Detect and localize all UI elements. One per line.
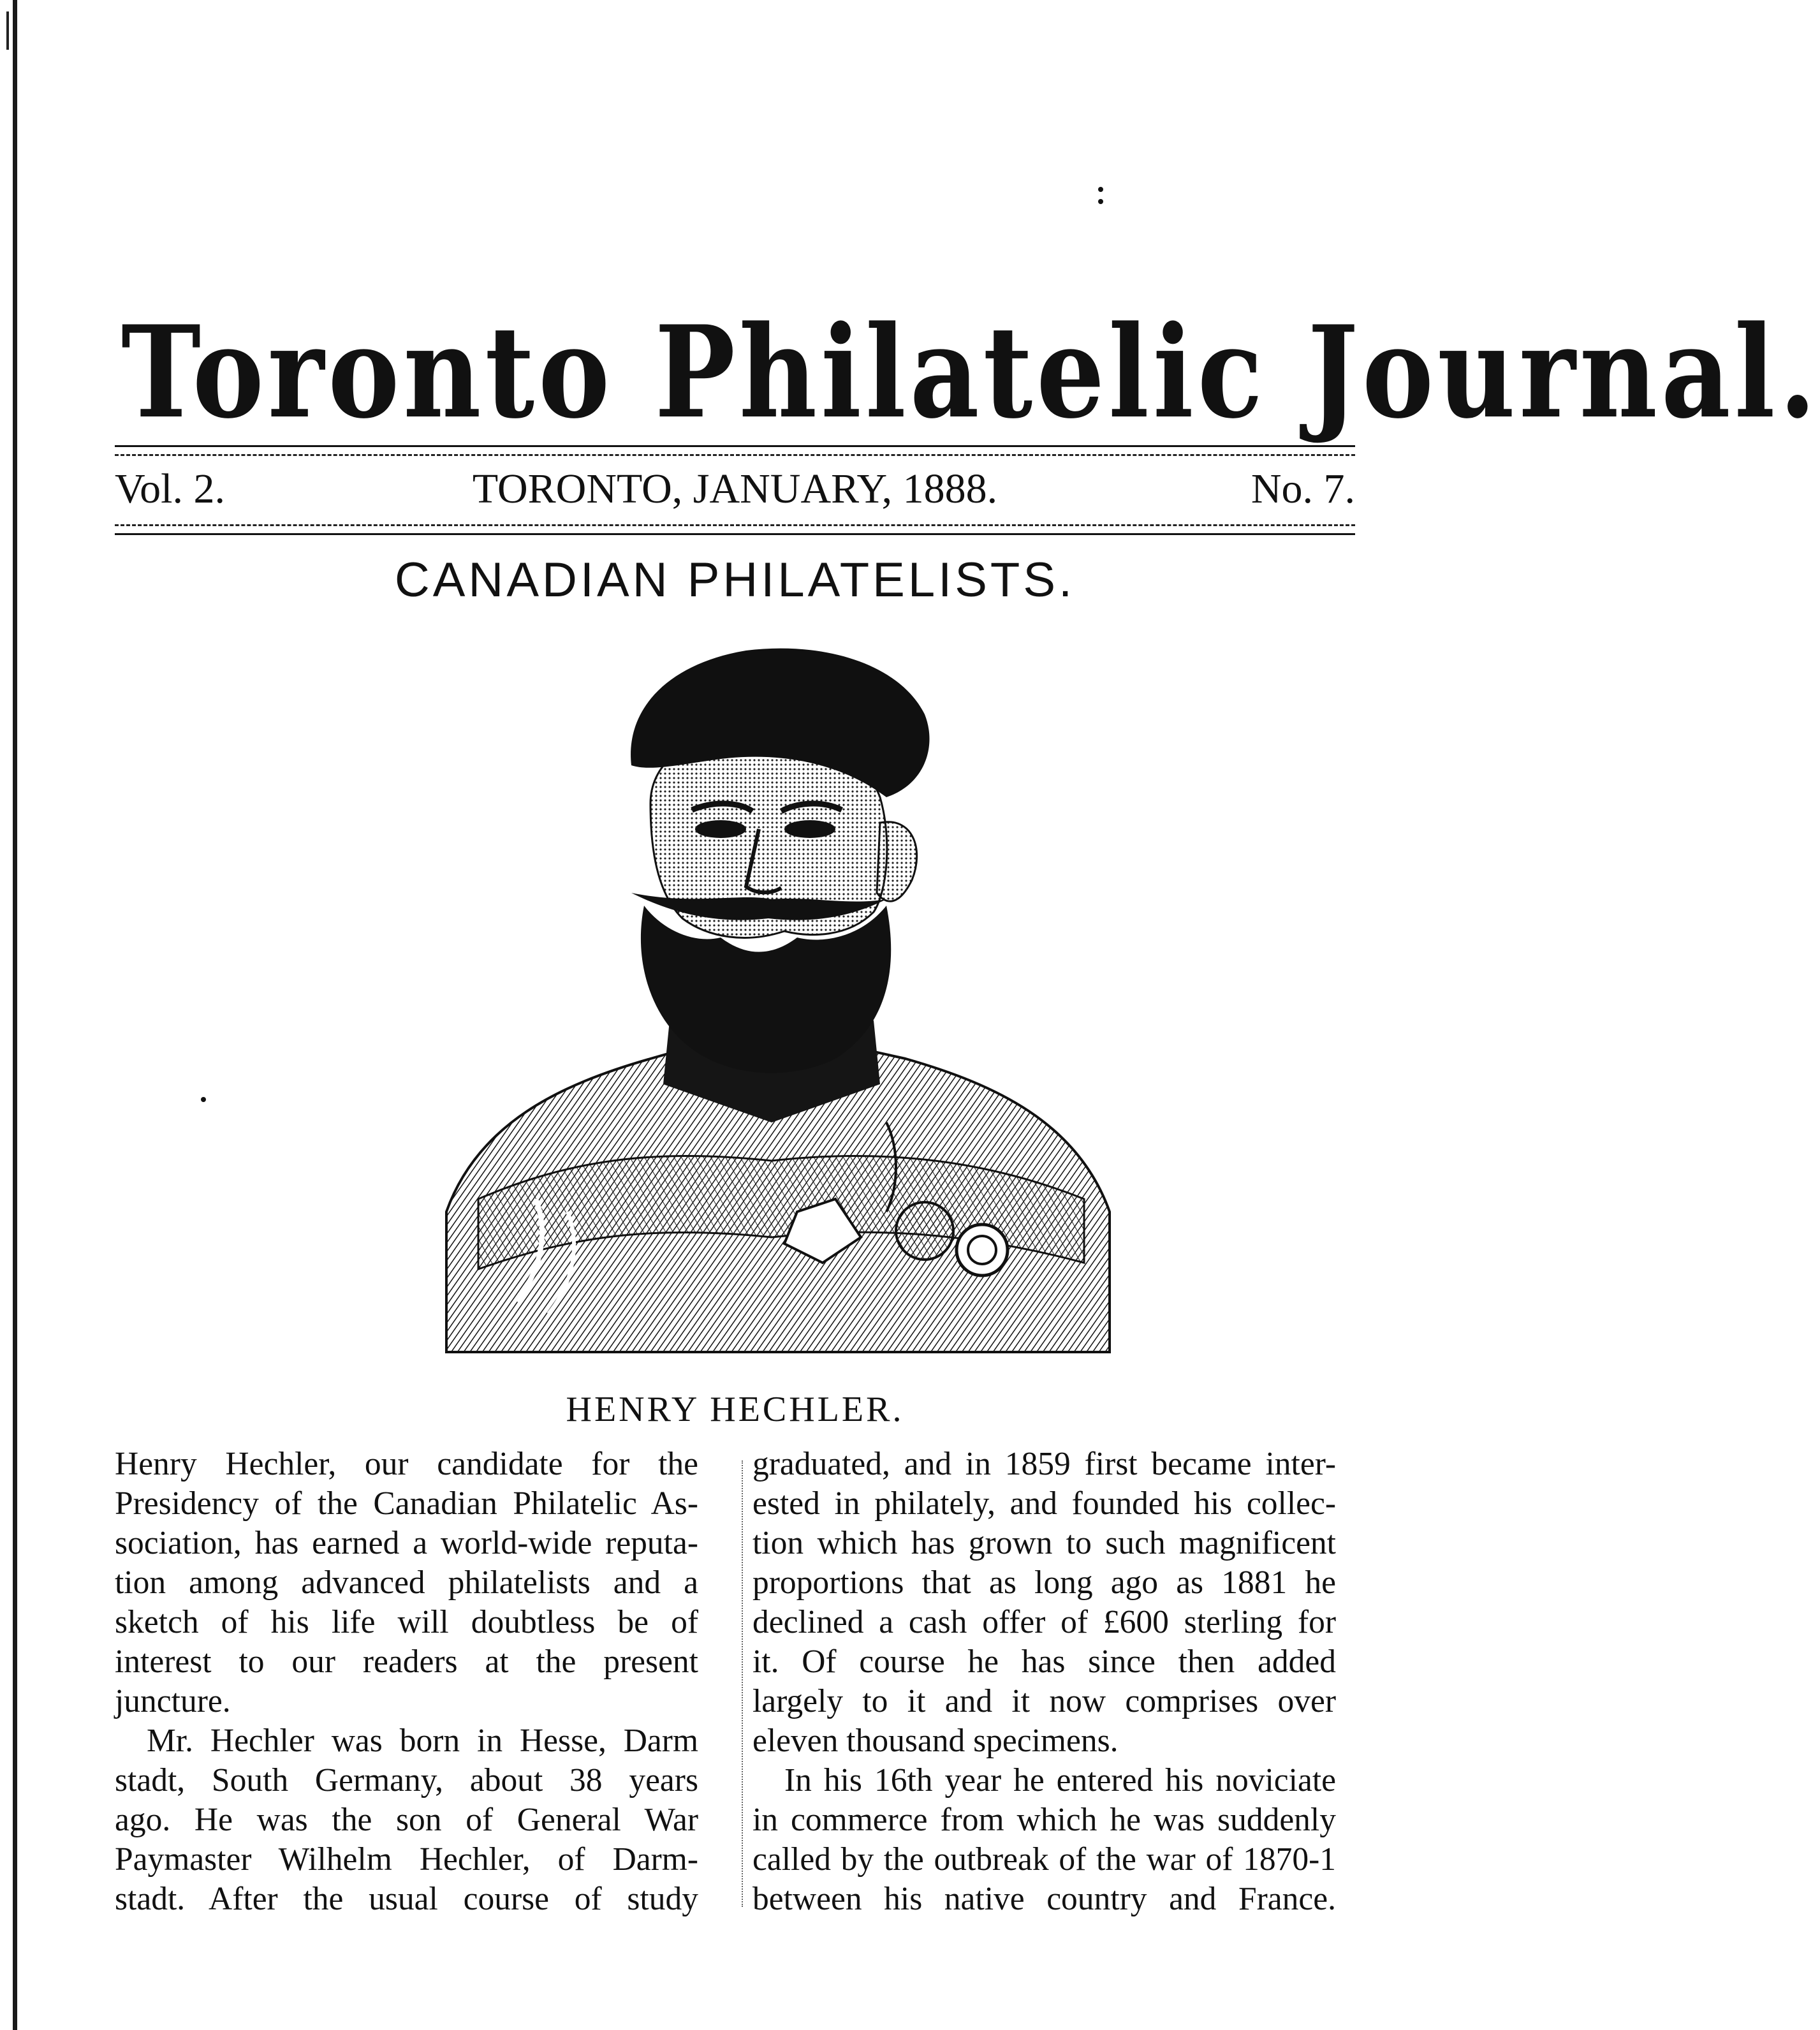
text-line: graduated, and in 1859 first became inter- [752, 1446, 1336, 1482]
text-line: ago. He was the son of General War [115, 1802, 698, 1838]
article-right-column [752, 1445, 1336, 1919]
issue-rule-dashed [115, 524, 1355, 526]
left-margin-rule [13, 0, 17, 2030]
text-line: sketch of his life will doubtless be of [115, 1604, 698, 1640]
text-line: ested in philately, and founded his collec- [752, 1485, 1336, 1522]
ink-speck [1098, 187, 1103, 192]
text-line: called by the outbreak of the war of 1870-1 [752, 1841, 1336, 1878]
text-line: Presidency of the Canadian Philatelic As- [115, 1485, 698, 1522]
portrait-engraving [440, 638, 1116, 1365]
article-left-column [115, 1445, 698, 1919]
text-line: tion among advanced philatelists and a [115, 1564, 698, 1601]
text-line: between his native country and France. [752, 1881, 1336, 1917]
text-line: eleven thousand specimens. [752, 1723, 1119, 1759]
text-line: sociation, has earned a world-wide reputa- [115, 1525, 698, 1561]
issue-rule-bottom [115, 533, 1355, 535]
text-line: stadt, South Germany, about 38 years [115, 1762, 698, 1798]
text-line: Henry Hechler, our candidate for the [115, 1446, 698, 1482]
journal-masthead: Toronto Philatelic Journal. [121, 297, 1820, 447]
text-line: tion which has grown to such magnificent [752, 1525, 1336, 1561]
text-line: interest to our readers at the present [115, 1644, 698, 1680]
volume-label: Vol. 2. [115, 466, 225, 512]
ink-speck [201, 1097, 206, 1102]
dateline: TORONTO, JANUARY, 1888. [472, 466, 998, 512]
text-line: stadt. After the usual course of study [115, 1881, 698, 1917]
text-line: Paymaster Wilhelm Hechler, of Darm- [115, 1841, 698, 1878]
text-line: proportions that as long ago as 1881 he [752, 1564, 1336, 1601]
text-line: in commerce from which he was suddenly [752, 1802, 1336, 1838]
text-line: it. Of course he has since then added [752, 1644, 1336, 1680]
column-divider [742, 1460, 743, 1907]
text-line: juncture. [115, 1683, 231, 1719]
text-line: Mr. Hechler was born in Hesse, Darm [147, 1723, 698, 1759]
masthead-rule-top [115, 445, 1355, 447]
text-line: declined a cash offer of £600 sterling for [752, 1604, 1336, 1640]
ink-speck [1098, 199, 1103, 204]
text-line: In his 16th year he entered his noviciate [784, 1762, 1336, 1798]
section-title: CANADIAN PHILATELISTS. [394, 553, 1076, 607]
text-line: largely to it and it now comprises over [752, 1683, 1336, 1719]
issue-line [115, 460, 1355, 518]
issue-number: No. 7. [1251, 466, 1355, 512]
masthead-rule-dashed [115, 454, 1355, 456]
margin-mark [6, 11, 9, 50]
portrait-caption: HENRY HECHLER. [566, 1390, 904, 1429]
